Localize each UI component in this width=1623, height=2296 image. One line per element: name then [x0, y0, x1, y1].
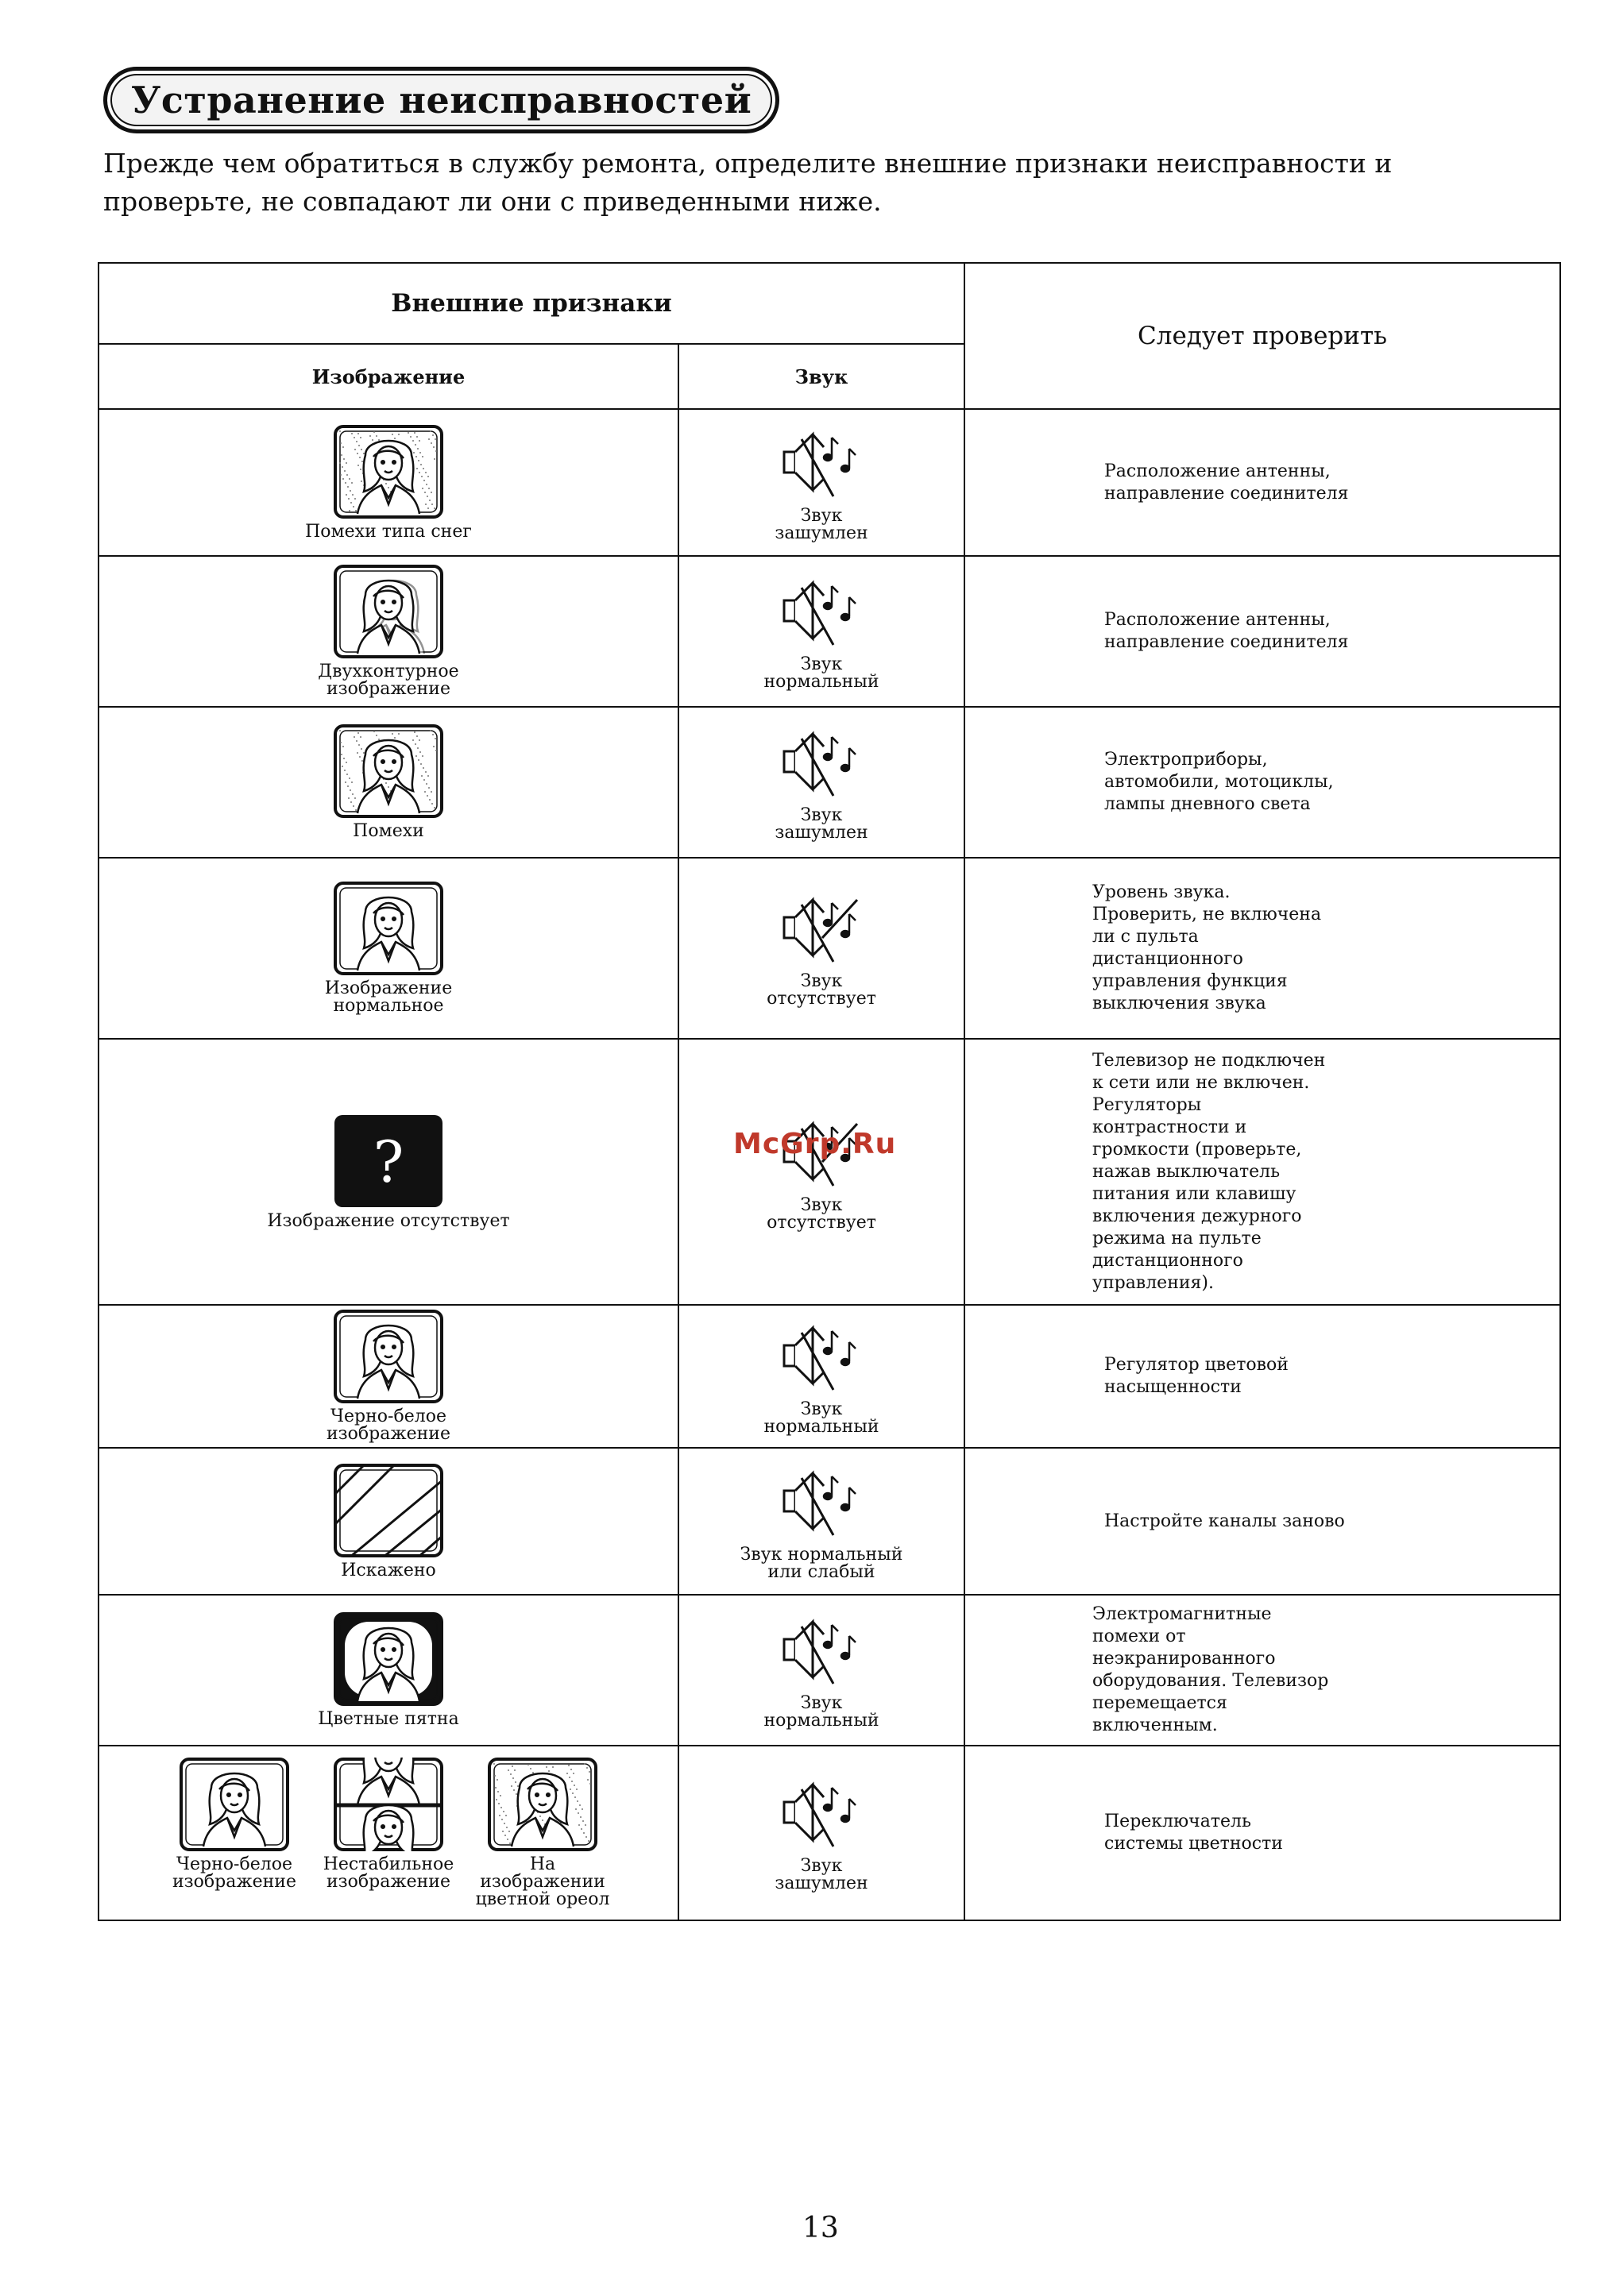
- header-should-check: Следует проверить: [964, 263, 1560, 409]
- sound-label: Звук зашумлен: [775, 505, 868, 543]
- sound-label: Звук зашумлен: [775, 1856, 868, 1893]
- table-row: [99, 1448, 1560, 1595]
- image-cell: [99, 1305, 678, 1448]
- check-cell: [964, 1595, 1560, 1746]
- check-cell: [964, 556, 1560, 707]
- sound-label: Звук отсутствует: [767, 1194, 876, 1233]
- check-text: Расположение антенны, направление соединителя: [1104, 461, 1349, 504]
- check-text: Расположение антенны, направление соединителя: [1104, 610, 1349, 652]
- image-label: Черно-белое изображение: [172, 1854, 296, 1892]
- check-cell: [964, 707, 1560, 858]
- speaker-icon: [778, 723, 865, 802]
- table-row: [99, 1305, 1560, 1448]
- tv-screen-icon: [334, 724, 443, 818]
- check-text: Уровень звука. Проверить, не включена ли с пульта дистанционного управления функция выключения звука: [1092, 882, 1322, 1013]
- watermark: McGrp.Ru: [733, 1128, 897, 1160]
- image-label: Изображение нормальное: [324, 978, 453, 1016]
- muted-speaker-icon: [778, 889, 865, 968]
- svg-text:?: ?: [373, 1128, 404, 1195]
- tv-screen-icon: [180, 1758, 289, 1851]
- image-label: Изображение отсутствует: [267, 1210, 510, 1231]
- speaker-icon: [778, 423, 865, 503]
- tv-screen-icon: [334, 565, 443, 658]
- tv-screen-icon: [334, 1310, 443, 1403]
- page-title: Устранение неисправностей: [131, 79, 752, 122]
- sound-cell: [678, 1746, 964, 1920]
- check-text: Электроприборы, автомобили, мотоциклы, лампы дневного света: [1104, 750, 1334, 814]
- table-row: [99, 707, 1560, 858]
- sound-label: Звук нормальный или слабый: [740, 1544, 903, 1582]
- image-label: Цветные пятна: [318, 1709, 459, 1729]
- sound-label: Звук нормальный: [763, 654, 879, 692]
- speaker-icon: [778, 572, 865, 651]
- check-text: Электромагнитные помехи от неэкранированного оборудования. Телевизор перемещается включенным.: [1092, 1604, 1329, 1735]
- image-cell: [99, 1595, 678, 1746]
- image-variant: [167, 1758, 302, 1908]
- check-cell: [964, 858, 1560, 1039]
- sound-label: Звук зашумлен: [775, 805, 868, 843]
- tv-screen-icon: [334, 1758, 443, 1851]
- sound-cell: [678, 1305, 964, 1448]
- check-cell: [964, 1746, 1560, 1920]
- image-cell: [99, 409, 678, 556]
- page-title-box: [103, 67, 779, 133]
- image-label: Искажено: [341, 1560, 436, 1580]
- check-cell: [964, 409, 1560, 556]
- sound-cell: [678, 707, 964, 858]
- sound-cell: [678, 556, 964, 707]
- sound-cell: [678, 858, 964, 1039]
- speaker-icon: [778, 1611, 865, 1690]
- page-number: 13: [802, 2212, 839, 2244]
- header-external-signs: Внешние признаки: [99, 263, 964, 344]
- tv-screen-icon: [488, 1758, 597, 1851]
- check-text: Регулятор цветовой насыщенности: [1104, 1355, 1289, 1397]
- tv-screen-icon: [334, 1464, 443, 1557]
- sound-label: Звук нормальный: [763, 1399, 879, 1437]
- tv-screen-icon: [334, 425, 443, 519]
- speaker-icon: [778, 1773, 865, 1853]
- header-image: Изображение: [99, 344, 678, 409]
- sound-cell: [678, 1039, 964, 1305]
- check-cell: [964, 1305, 1560, 1448]
- image-cell: [99, 707, 678, 858]
- check-cell: [964, 1448, 1560, 1595]
- image-label: Нестабильное изображение: [323, 1854, 454, 1892]
- intro-text: Прежде чем обратиться в службу ремонта, определите внешние признаки неисправности и проверьте, не совпадают ли они с приведенными ниже.: [103, 148, 1393, 217]
- table-row: [99, 409, 1560, 556]
- image-label: Помехи: [353, 821, 424, 841]
- check-text: Переключатель системы цветности: [1104, 1812, 1283, 1854]
- image-cell: [99, 1039, 678, 1305]
- image-label: Черно-белое изображение: [327, 1407, 450, 1444]
- speaker-icon: [778, 1317, 865, 1396]
- sound-cell: [678, 409, 964, 556]
- table-row: [99, 1746, 1560, 1920]
- troubleshooting-table: [98, 262, 1561, 1921]
- table-row: [99, 1595, 1560, 1746]
- sound-label: Звук отсутствует: [767, 971, 876, 1009]
- image-variant: [475, 1758, 610, 1908]
- table-row: [99, 556, 1560, 707]
- table-row: [99, 1039, 1560, 1305]
- speaker-icon: [778, 1462, 865, 1542]
- tv-screen-icon: [334, 1612, 443, 1706]
- image-cell: [99, 556, 678, 707]
- image-cell: [99, 858, 678, 1039]
- tv-screen-icon: [334, 1114, 443, 1208]
- table-row: [99, 858, 1560, 1039]
- image-cell: [99, 1746, 678, 1920]
- tv-screen-icon: [334, 882, 443, 975]
- check-text: Настройте каналы заново: [1104, 1511, 1345, 1531]
- header-sound: Звук: [678, 344, 964, 409]
- image-label: Двухконтурное изображение: [318, 662, 459, 699]
- image-label: Помехи типа снег: [305, 521, 472, 542]
- check-cell: [964, 1039, 1560, 1305]
- sound-cell: [678, 1595, 964, 1746]
- check-text: Телевизор не подключен к сети или не включен. Регуляторы контрастности и громкости (проверьте, нажав выключатель питания или клавишу включения дежурного режима на пульте дистанционного управления).: [1092, 1050, 1326, 1293]
- image-cell: [99, 1448, 678, 1595]
- sound-label: Звук нормальный: [763, 1693, 879, 1731]
- image-label: На изображении цветной ореол: [475, 1854, 610, 1909]
- image-variant: [321, 1758, 456, 1908]
- sound-cell: [678, 1448, 964, 1595]
